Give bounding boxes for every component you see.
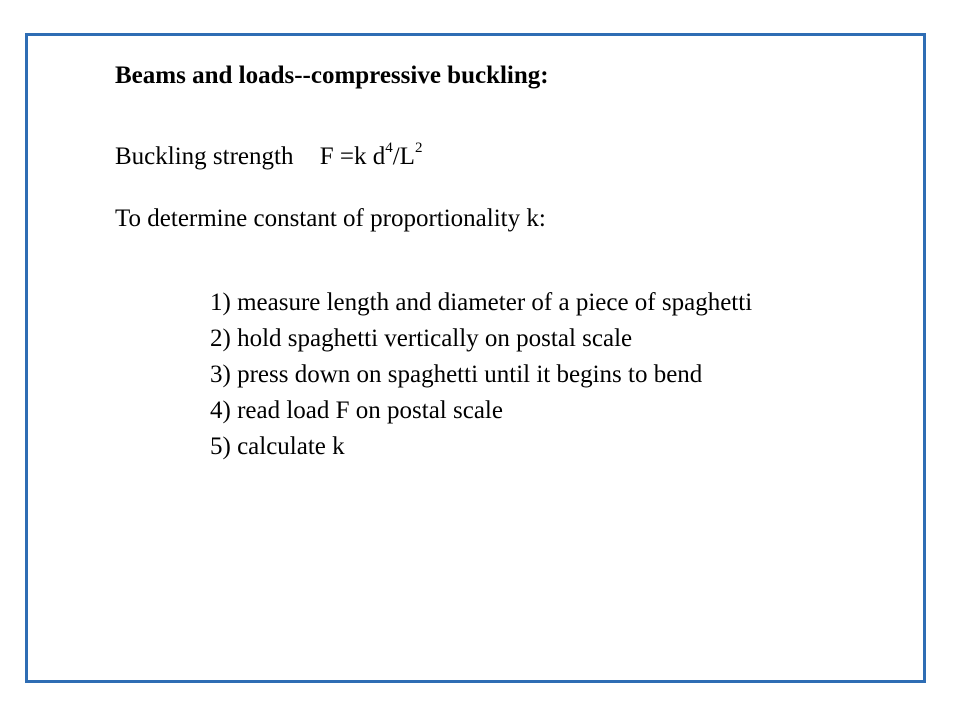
procedure-intro: To determine constant of proportionality k: bbox=[115, 205, 546, 232]
formula-label: Buckling strength bbox=[115, 143, 294, 170]
formula-exponent-4: 4 bbox=[385, 139, 393, 156]
formula-exponent-2: 2 bbox=[414, 139, 423, 156]
formula-base-d: d bbox=[372, 143, 386, 170]
slide-title: Beams and loads--compressive buckling: bbox=[115, 62, 549, 89]
procedure-step: 2) hold spaghetti vertically on postal scale bbox=[210, 325, 633, 352]
procedure-step: 1) measure length and diameter of a piece of spaghetti bbox=[210, 289, 753, 316]
procedure-steps-list bbox=[210, 285, 752, 465]
procedure-step: 4) read load F on postal scale bbox=[210, 397, 503, 424]
formula-divisor-l: /L bbox=[392, 143, 415, 170]
procedure-step: 5) calculate k bbox=[210, 433, 345, 460]
formula-lhs: F =k bbox=[319, 143, 367, 170]
buckling-formula-line bbox=[115, 139, 423, 171]
procedure-step: 3) press down on spaghetti until it begins to bend bbox=[210, 361, 703, 388]
